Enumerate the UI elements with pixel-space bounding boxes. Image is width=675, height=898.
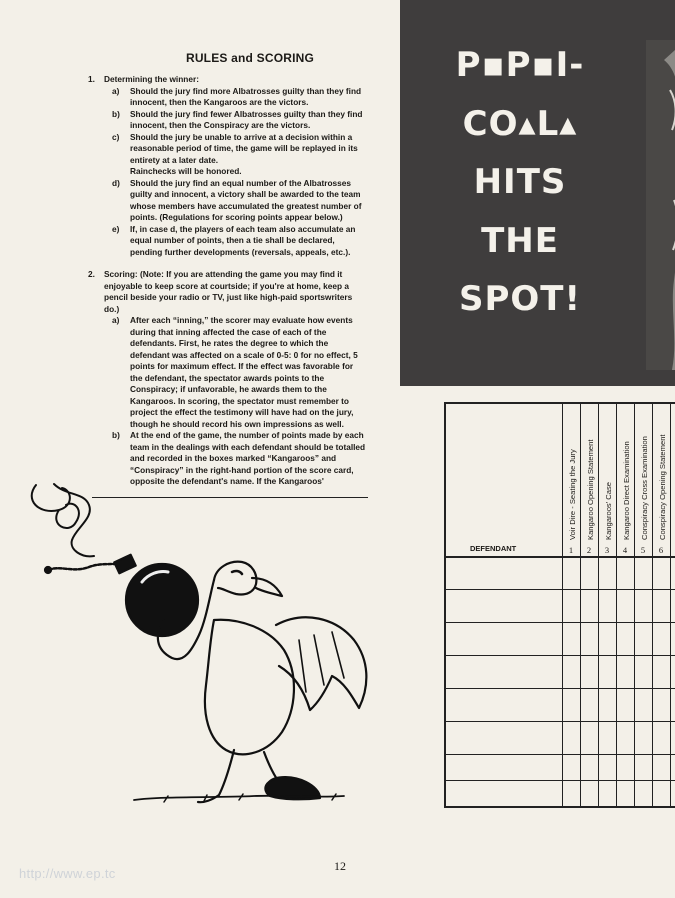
item-letter: a) <box>112 85 120 96</box>
rule-item <box>108 109 366 132</box>
bird-eye <box>232 571 242 574</box>
column-header <box>618 408 632 540</box>
item-text: If, in case d, the players of each team also accumulate an equal number of points, then a tie shall be declared, pending further developments (reversals, appeals, etc.). <box>130 223 356 257</box>
score-row <box>446 688 675 689</box>
column-label: Kangaroos' Case <box>604 481 613 540</box>
item-note: Rainchecks will be honored. <box>130 166 242 176</box>
ad-line: HITS <box>473 162 567 202</box>
column-header <box>582 408 596 540</box>
rules-title: RULES and SCORING <box>185 51 315 65</box>
section-number: 2. <box>88 269 95 279</box>
score-row <box>446 655 675 656</box>
fuse-spark <box>45 567 51 573</box>
bomb-cap <box>114 555 135 573</box>
column-label: Kangaroo Opening Statement <box>586 439 595 540</box>
column-header <box>654 408 668 540</box>
ad-line: P▪P▪I- <box>455 45 585 85</box>
defendant-header: DEFENDANT <box>470 544 517 553</box>
item-letter: e) <box>112 223 120 234</box>
rule-section-1 <box>88 74 366 258</box>
watermark-url: http://www.ep.tc <box>19 866 116 881</box>
score-row <box>446 589 675 590</box>
ad-line: SPOT! <box>458 279 581 319</box>
rule-item <box>108 86 366 109</box>
item-letter: a) <box>112 315 120 325</box>
item-letter: d) <box>112 177 120 188</box>
column-header <box>636 408 650 540</box>
ad-line: THE <box>481 220 559 261</box>
bird-head <box>214 562 256 595</box>
smoke-swirl <box>32 485 79 528</box>
item-text: Should the jury be unable to arrive at a decision within a reasonable period of time, the game will be replayed in its entirety at a later date. <box>130 131 358 165</box>
item-text: Should the jury find an equal number of the Albatrosses guilty and innocent, a victory shall be awarded to the team whose members have accumulated the greatest number of points. (Regulations for scoring points appear below.) <box>130 177 362 222</box>
page-number: 12 <box>334 859 346 873</box>
column-number: 1 <box>568 545 574 555</box>
pepsi-advertisement <box>400 0 675 386</box>
column-label: Conspiracy Opening Statement <box>658 434 667 540</box>
column-label: Voir Dire - Seating the Jury <box>568 449 577 540</box>
column-number: 3 <box>604 545 610 555</box>
item-text: Should the jury find fewer Albatrosses guilty than they find innocent, then the Conspiracy are the victors. <box>130 108 363 130</box>
score-row <box>446 721 675 722</box>
column-label: Kangaroo Direct Examination <box>622 441 631 540</box>
item-text: Should the jury find more Albatrosses guilty than they find innocent, then the Kangaroos are the victors. <box>130 85 362 107</box>
column-header <box>564 408 578 540</box>
score-card <box>444 402 675 808</box>
column-number: 2 <box>586 545 592 555</box>
item-letter: b) <box>112 108 120 119</box>
ad-slogan <box>400 36 640 329</box>
item-text: At the end of the game, the number of points made by each team in the dealings with each defendant should be totalled and recorded in the boxes marked “Kangaroos” and “Conspiracy” in the right-hand portion of the score card, opposite the defendant's name. If the Kangaroos' <box>130 430 366 486</box>
section-heading: Scoring: (Note: If you are attending the game you may find it enjoyable to keep score at courtside; if you're at home, keep a pencil beside your radio or TV, just like high-paid sportswriters do.) <box>104 269 353 314</box>
item-text: After each “inning,” the scorer may evaluate how events during that inning affected the case of each of the defendants. First, he rates the degree to which the defendant was affected on a scale of 0-5: 0 for no effect, 5 points for maximum effect. If the effect was favorable for the defendant, the spectator awards points to the Conspiracy; if unfavorable, he awards them to the Kangaroos. In scoring, the spectator must remember to project the effect the testimony will have had on the jury, though he should record his own impressions as well. <box>130 315 358 429</box>
rule-item <box>108 178 366 224</box>
bird-leg-left <box>198 750 234 802</box>
column-label: Conspiracy Cross Examination <box>640 436 649 540</box>
column-number: 6 <box>658 545 664 555</box>
item-letter: b) <box>112 430 120 440</box>
section-heading: Determining the winner: <box>104 74 199 84</box>
rule-section-2 <box>88 269 366 488</box>
column-number: 4 <box>622 545 628 555</box>
ad-photo-figure <box>646 40 675 370</box>
item-letter: c) <box>112 131 120 142</box>
score-row <box>446 780 675 781</box>
rule-item <box>108 132 366 178</box>
bird-body <box>205 620 294 755</box>
ad-line: CO▴L▴ <box>462 103 578 144</box>
albatross-bomb-cartoon <box>14 470 384 815</box>
smoke-trail <box>54 484 94 556</box>
column-header <box>600 408 614 540</box>
score-row <box>446 754 675 755</box>
rule-item <box>108 224 366 259</box>
score-row <box>446 622 675 623</box>
column-number: 5 <box>640 545 646 555</box>
section-number: 1. <box>88 74 95 84</box>
wing-feathers <box>299 632 344 692</box>
rules-text <box>88 74 366 488</box>
rule-item <box>108 315 366 430</box>
